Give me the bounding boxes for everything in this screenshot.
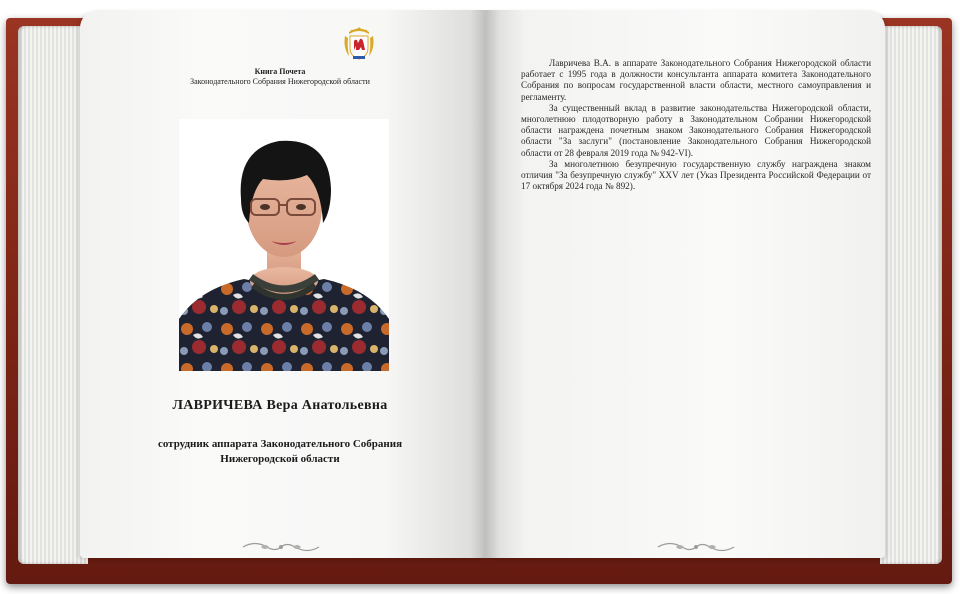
bio-paragraph: За многолетнюю безупречную государственную службу награждена знаком отличия "За безупречную службу" XXV лет (Указ Президента Российской Федерации от 17 октября 2024 года № 892). — [521, 158, 871, 192]
bio-paragraph: Лавричева В.А. в аппарате Законодательного Собрания Нижегородской области работает с 1995 года в должности консультанта аппарата комитета Законодательного Собрания по вопросам государственной власти области, местного самоуправления и регламенту. — [521, 58, 871, 102]
ornament-divider-icon — [656, 540, 736, 554]
coat-of-arms-icon — [343, 26, 375, 62]
bio-paragraph: За существенный вклад в развитие законодательства Нижегородской области, многолетнюю плодотворную работу в Законодательном Собрании Нижегородской области награждена почетным знаком Законодательного Собрания Нижегородской области "За заслуги" (постановление Законодательного Собрания Нижегородской области от 28 февраля 2019 года № 942-VI). — [521, 102, 871, 158]
person-role-line1: сотрудник аппарата Законодательного Собрания — [157, 438, 403, 450]
person-name: ЛАВРИЧЕВА Вера Анатольевна — [172, 398, 388, 413]
left-page — [80, 10, 485, 558]
page-edges-right — [880, 26, 942, 564]
page-edges-left — [18, 26, 88, 564]
biography-text — [521, 58, 871, 192]
book-subtitle: Законодательного Собрания Нижегородской области — [190, 77, 370, 86]
ornament-divider-icon — [241, 540, 321, 554]
person-role-line2: Нижегородской области — [220, 453, 340, 465]
portrait-photo — [179, 119, 389, 371]
right-page — [485, 10, 885, 558]
book-title: Книга Почета — [254, 67, 306, 76]
